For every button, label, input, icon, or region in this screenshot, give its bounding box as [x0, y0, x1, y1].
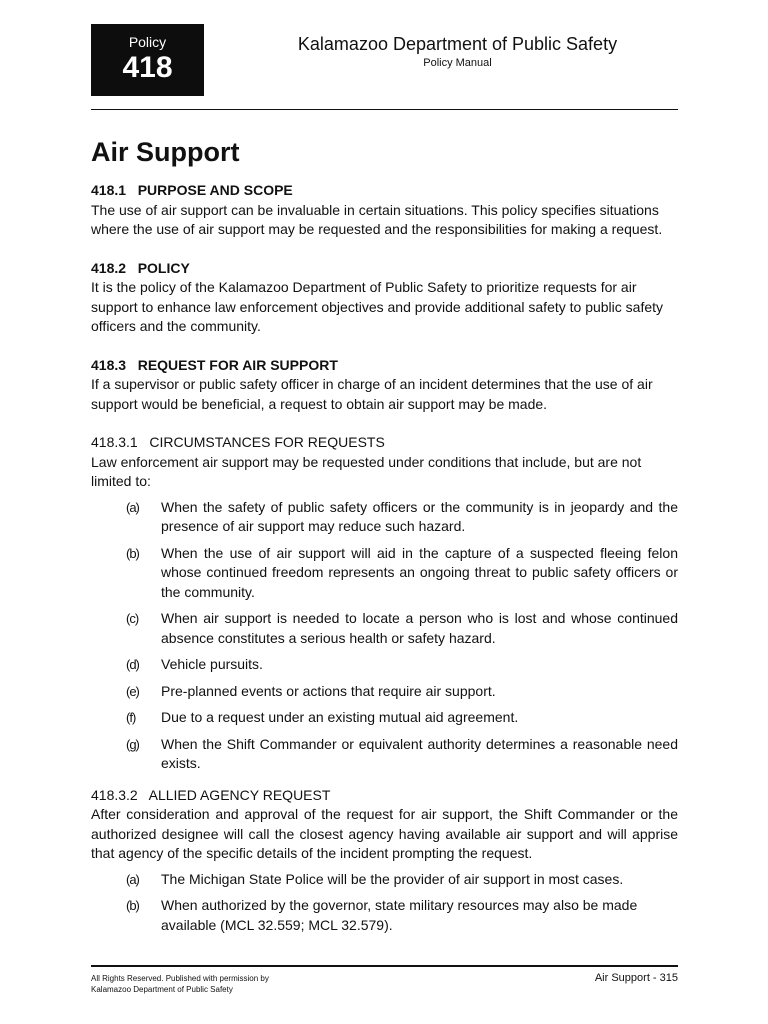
list-item-text: Pre-planned events or actions that require air support. [161, 682, 496, 699]
list-item-marker: (b) [126, 898, 139, 913]
subsection-heading: 418.3.1 CIRCUMSTANCES FOR REQUESTS [91, 434, 385, 450]
section-purpose-scope [91, 181, 678, 240]
subsection-heading: 418.3.2 ALLIED AGENCY REQUEST [91, 786, 331, 803]
manual-subtitle: Policy Manual [423, 57, 492, 69]
section-heading: 418.1 PURPOSE AND SCOPE [91, 182, 293, 198]
allied-agency-list [91, 870, 678, 936]
list-item [91, 870, 678, 890]
list-item-marker: (b) [126, 545, 139, 561]
list-item-text: When air support is needed to locate a person who is lost and whose continued absence constitutes a serious health or safety hazard. [161, 610, 678, 646]
list-item-marker: (d) [126, 657, 139, 672]
header-divider [91, 109, 678, 110]
list-item-marker: (a) [126, 871, 139, 887]
section-circumstances [91, 433, 678, 774]
page-title: Air Support [91, 137, 240, 167]
list-item-text: Due to a request under an existing mutual aid agreement. [161, 709, 519, 725]
list-item [91, 498, 678, 537]
section-text: Law enforcement air support may be requested under conditions that include, but are not limited to: [91, 453, 642, 489]
list-item-marker: (a) [126, 499, 139, 515]
section-request-air-support [91, 356, 678, 415]
policy-label: Policy [128, 34, 167, 50]
section-text: It is the policy of the Kalamazoo Department of Public Safety to prioritize requests for air support to enhance law enforcement objectives and provide additional safety to public safety officers and the community. [91, 279, 664, 334]
list-item-text: Vehicle pursuits. [161, 656, 263, 672]
list-item-marker: (g) [126, 736, 139, 752]
list-item [91, 708, 678, 728]
section-heading: 418.3 REQUEST FOR AIR SUPPORT [91, 356, 338, 373]
list-item-text: When authorized by the governor, state military resources may also be made available (MCL 32.559; MCL 32.579). [161, 897, 638, 933]
circumstances-list [91, 498, 678, 774]
list-item [91, 655, 678, 675]
footer-page-number: Air Support - 315 [594, 972, 678, 984]
section-allied-agency [91, 786, 678, 936]
list-item [91, 682, 678, 702]
section-text: After consideration and approval of the request for air support, the Shift Commander or the authorized designee will call the closest agency having available air support and will apprise that agency of the specific details of the incident prompting the request. [91, 806, 678, 861]
organization-title: Kalamazoo Department of Public Safety [297, 34, 618, 54]
list-item-marker: (e) [126, 683, 139, 699]
list-item-marker: (f) [126, 710, 136, 725]
list-item-text: When the Shift Commander or equivalent authority determines a reasonable need exists. [161, 735, 678, 771]
list-item-text: When the safety of public safety officers or the community is in jeopardy and the presence of air support may reduce such hazard. [161, 498, 678, 534]
list-item [91, 896, 678, 935]
list-item-text: When the use of air support will aid in the capture of a suspected fleeing felon whose continued freedom represents an ongoing threat to public safety officers or the community. [161, 544, 678, 600]
list-item-marker: (c) [126, 611, 139, 626]
section-policy [91, 259, 678, 337]
section-text: The use of air support can be invaluable in certain situations. This policy specifies situations where the use of air support may be requested and the responsibilities for making a request. [91, 201, 663, 237]
list-item [91, 544, 678, 603]
document-body [91, 181, 678, 942]
list-item-text: The Michigan State Police will be the provider of air support in most cases. [161, 870, 624, 887]
footer-rights: All Rights Reserved. Published with permission by Kalamazoo Department of Public Safety [91, 974, 269, 994]
policy-number-box [91, 24, 204, 96]
section-heading: 418.2 POLICY [91, 259, 190, 276]
policy-number: 418 [122, 51, 173, 84]
list-item [91, 609, 678, 648]
section-text: If a supervisor or public safety officer in charge of an incident determines that the use of air support would be beneficial, a request to obtain air support may be made. [91, 376, 653, 412]
list-item [91, 735, 678, 774]
footer-divider [91, 965, 678, 967]
